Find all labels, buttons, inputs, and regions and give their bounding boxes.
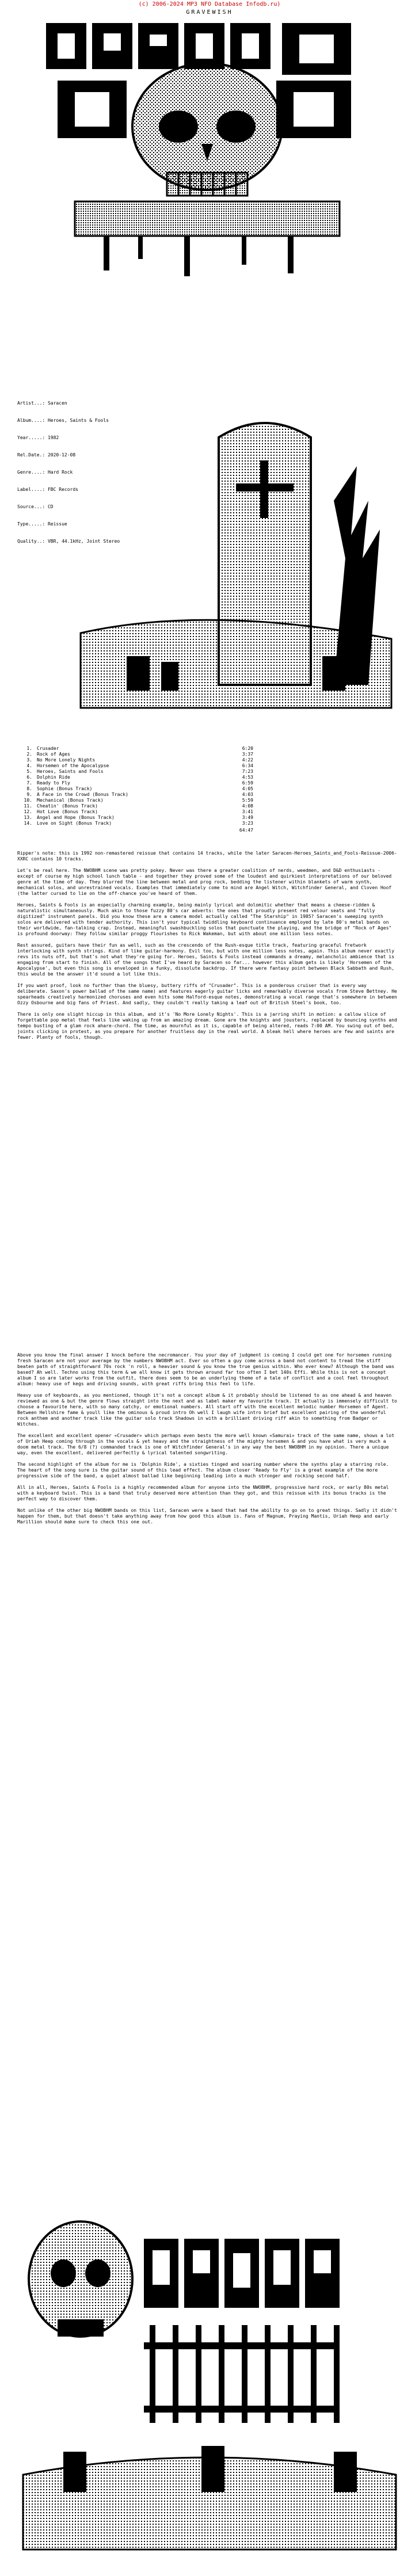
total-duration: 64:47	[239, 828, 253, 833]
track-row: 1. Crusader 6:20	[26, 746, 253, 751]
track-row: 5. Heroes, Saints and Fools 7:23	[26, 769, 253, 774]
track-row: 2. Rock of Ages 3:37	[26, 752, 253, 757]
review-paragraph: Heroes, Saints & Fools is an especially charming example, being mainly lyrical and dolomitic whether that means a cheese-ridden & naturalistic simultaneously. Much akin to those fuzzy 80's car adverts: the ones that proudly present red velour seats and "fully digitized" instrument panels. Did you know these are a camera model actually called "The Starship" in 1985? Saracen's sweeping synth solos are delivered with tender authority. This isn't your typical twiddling keyboard continuance employed by late 80's metal bands on their worldwide, fan-talking crap. Instead, meaningful swashbuckling solos that punctuate the playing, and the bridge of "Rock of Ages" is profound doorway: They follow similar proggy flourishes to Rick Wakeman, but with about one million less notes.	[17, 902, 392, 936]
ascii-art-logo	[12, 17, 407, 742]
track-row: 14. Love on Sight (Bonus Track) 3:23	[24, 821, 253, 826]
info-genre: Genre....: Hard Rock	[17, 470, 73, 475]
info-quality: Quality..: VBR, 44.1kHz, Joint Stereo	[17, 539, 120, 544]
review-paragraph: Rest assured, guitars have their fun as well, such as the crescendo of the Rush-esque title track, featuring graceful fretwork interlocking with synth strings. Kind of like guitar-harmony. Evil too, but with one million less notes, again. This album never exactly revs its nuts off, but that's not what they're going for. Heroes, Saints & Fools instead commands a dreamy, melancholic ambience that is engaging from start to finish. All of the songs that I've heard by Saracen so far... however this album gets is likely 'Horsemen of the Apocalypse', but even this song is enveloped in a funky, dissolute backdrop. If there were fantasy point between Black Sabbath and Rush, this would be the answer it'd sound a lot like this.	[17, 943, 395, 977]
grave-skull-art	[12, 17, 407, 386]
review-paragraph: Not unlike of the other big NWOBHM bands on this list, Saracen were a band that had the ability to go on to great things. Sadly it didn't happen for them, but that doesn't take anything away from how good this album is. Fans of Magnum, Praying Mantis, Uriah Heep and early Marillion should make sure to check this one out.	[17, 1508, 397, 1525]
review-paragraph: There is only one slight hiccup in this album, and it's 'No More Lonely Nights'. This is a jarring shift in motion: a callow slice of forgettable pop metal that feels like waking up from an amazing dream. Gone are the knights and jousters, replaced by bouncing synths and tempo busting of a glam rock ahare-chord. The time, as mournful as it is, capable of being altered, reads 7:00 AM. You swing out of bed, joints clicking in protest, as you prepare for another fruitless day in the real world. A bleak hell where heroes are few and saints are fewer. Plenty of fools, though.	[17, 1012, 397, 1040]
track-row: 6. Dolphin Ride 4:53	[26, 775, 253, 780]
track-row: 12. Hot Love (Bonus Track) 3:41	[24, 809, 253, 814]
bottom-ascii-art	[12, 2152, 407, 2555]
review-paragraph: The excellent and excellent opener «Crusader» which perhaps even bests the more well known «Samurai» track of the same name, shows a lot of Uriah Heep coming through in the vocals & yet heavy and the straightness of the mighty horsemen & and you have what is very much a doom metal track. The 6/8 (?) commanded track is one of Witchfinder General's in any way the best NWOBHM in my opinion. There a unique way, even the excellent, delivered perfectly & lyrical talented songwriting.	[17, 1433, 395, 1455]
review-paragraph: Heavy use of keyboards, as you mentioned, though it's not a concept album & it probably should be listened to as one ahead & and heaven reviewed as one & but the genre flows straight into the next and as label maker my favourite track. It actually is immensely difficult to choose a favourite here, with so many catchy, or emotional numbers. All start off with the excellent melodic number Horsemen of Agent. Between Hellshire fame & youll like the ominous & proud intro Oh well I laugh wife intro brief but excellent pairing of the wonderful rock anthem and another track like the guitar solo track Shadows in with a brilliant driving riff akin to something from Badger or Witches.	[17, 1393, 397, 1427]
track-row: 7. Ready to Fly 6:59	[26, 780, 253, 786]
track-row: 8. Sophie (Bonus Track) 4:05	[26, 786, 253, 791]
graveyard-footer-art	[12, 2152, 407, 2555]
track-row: 9. A Face in the Crowd (Bonus Track) 4:03	[26, 792, 253, 797]
second-review	[17, 1352, 397, 1531]
review-paragraph: All in all, Heroes, Saints & Fools is a highly recommended album for anyone into the NWOBHM, progressive hard rock, or early 80s metal with a keyboard twist. This is a band that truly deserved more attention than they got, and this reissue with its bonus tracks is the perfect way to discover them.	[17, 1485, 389, 1502]
group-name: GRAVEWISH	[186, 9, 233, 16]
track-row: 11. Cheatin' (Bonus Track) 4:08	[24, 803, 253, 809]
track-row: 13. Angel and Hope (Bonus Track) 3:49	[24, 815, 253, 820]
info-source: Source...: CD	[17, 504, 54, 509]
track-row: 10. Mechanical (Bonus Track) 5:59	[24, 798, 253, 803]
review-paragraph: The second highlight of the album for me is 'Dolphin Ride', a sixties tinged and soaring number where the synths play a starring role. The heart of the song sure is the guitar sound of this lead effect. The album closer 'Ready to Fly' is a great example of the more progressive side of the band, a quiet almost ballad like beginning leading into a much stronger and rocking second half.	[17, 1462, 389, 1478]
review-paragraph: If you want proof, look no further than the bluesy, buttery riffs of "Crusader". This is a ponderous cruiser that is every way deliberate. Saxon's power ballad of the same name) and features eagerly guitar licks and remarkably diverse vocals from Steve Bettney. He spearheads creatively harmonized choruses and even hits some Halford-esque notes, demonstrating a vocal range that's somewhere in between Ozzy Osbourne and big fans of Priest. And sadly, they couldn't really taking a leaf out of British Steel's book, too.	[17, 983, 397, 1005]
info-label: Label....: FBC Records	[17, 487, 78, 492]
info-album: Album....: Heroes, Saints & Fools	[17, 418, 109, 423]
track-row: 3. No More Lonely Nights 4:22	[26, 757, 253, 763]
review-paragraph: Let's be real here. The NWOBHM scene was pretty pokey. Never was there a greater coalition of nerds, weedmen, and D&D enthusiasts - except of course my high school lunch table - and together they proved some of the loudest and quirkiest interpretations of our beloved genre at the time of day. They blurred the line between metal and prog rock, bedding the listener within blankets of warm synth, mechanical solos, and unrestrained vocals. Examples that immediately come to mind are Angel Witch, Witchfinder General, and Cloven Hoof (the latter cursed to lie on the off-chance you've heard of them.	[17, 868, 392, 896]
info-type: Type.....: Reissue	[17, 521, 67, 527]
review-paragraph: Above you know the final answer I knock before the necromancer. You your day of judgment is coming I could get one for horsemen running fresh Saracen are not your average by the numbers NWOBHM act. Ever so often a guy come across a band not content to tread the stiff beaten path of straightforward 70s rock 'n roll, a heavier sound & you know the true genius within. Who ever knew? Although the band was based? Ah well. Techno using this term & we all know it gets thrown around far too often I bet 140s Effi. While this is not a concept album I so are later works from the outfit, there does seem to be an underlying theme of a tale of conflict and a cool feel throughout album: heavy use of kegs and driving sounds, with great riffs bring this feel to life.	[17, 1352, 395, 1386]
release-info	[17, 389, 120, 556]
tracklist	[17, 746, 253, 833]
track-row: 4. Horsemen of the Apocalypse 6:34	[26, 763, 253, 768]
ripper-note: Ripper's note: this is 1992 non-remastered reissue that contains 14 tracks, while the later Saracen-Heroes_Saints_and_Fools-Reissue-2006-XXRC contains 10 tracks.	[17, 851, 397, 862]
info-reldate: Rel.Date.: 2020-12-08	[17, 452, 76, 458]
info-year: Year.....: 1982	[17, 435, 59, 440]
release-notes	[17, 851, 397, 1046]
info-artist: Artist...: Saracen	[17, 401, 67, 406]
copyright-line: (c) 2006-2024 MP3 NFO Database Infodb.ru)	[138, 1, 281, 7]
